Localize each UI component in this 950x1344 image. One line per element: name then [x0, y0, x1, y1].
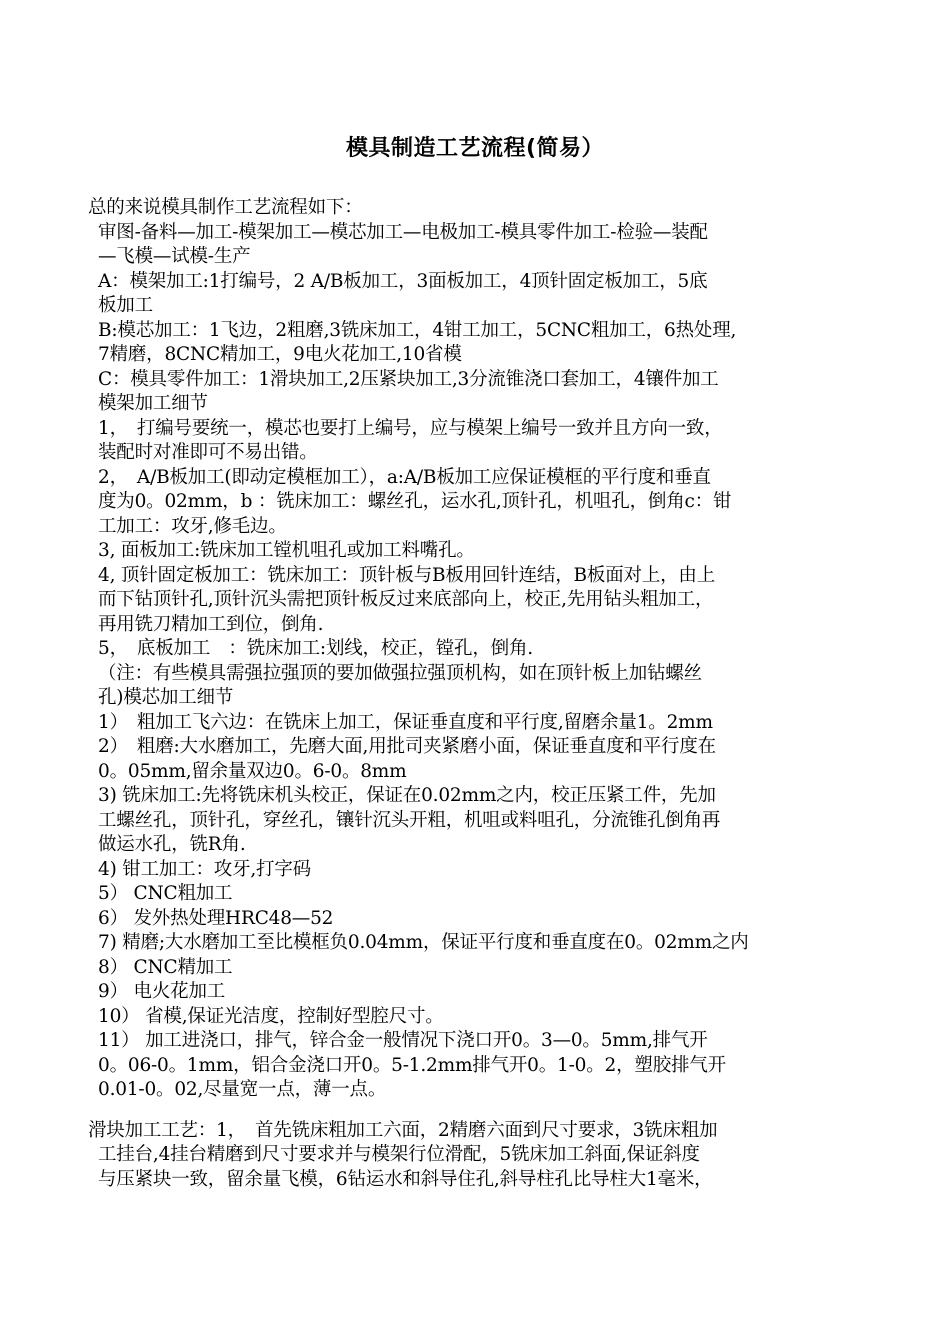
text-line: 1） 粗加工飞六边：在铣床上加工，保证垂直度和平行度,留磨余量1。2mm	[98, 711, 713, 733]
text-line: 5） CNC粗加工	[98, 883, 233, 904]
text-line: 总的来说模具制作工艺流程如下：	[88, 197, 363, 218]
slider-text-line: 与压紧块一致，留余量飞模，6钻运水和斜导住孔,斜导柱孔比导柱大1毫米，	[98, 1168, 713, 1190]
document-title: 模具制造工艺流程(简易）	[345, 136, 605, 161]
text-line: 孔)模芯加工细节	[98, 687, 234, 708]
text-line: 7) 精磨;大水磨加工至比模框负0.04mm，保证平行度和垂直度在0。02mm之内	[98, 932, 749, 953]
text-line: 0。06-0。1mm，铝合金浇口开0。5-1.2mm排气开0。1-0。2，塑胶排气开	[98, 1054, 726, 1076]
text-line: 4, 顶针固定板加工：铣床加工：顶针板与B板用回针连结，B板面对上，由上	[98, 564, 716, 586]
text-line: 11） 加工进浇口，排气，锌合金一般情况下浇口开0。3—0。5mm,排气开	[98, 1030, 708, 1051]
text-line: 2） 粗磨:大水磨加工，先磨大面,用批司夹紧磨小面，保证垂直度和平行度在	[98, 736, 716, 757]
text-line: 模架加工细节	[98, 393, 208, 414]
text-line: 装配时对准即可不易出错。	[98, 442, 318, 463]
text-line: 板加工	[98, 295, 153, 316]
paragraph-gap	[88, 1103, 878, 1119]
text-line: 而下钻顶针孔,顶针沉头需把顶针板反过来底部向上，校正,先用钻头粗加工，	[98, 589, 714, 610]
text-line: 1， 打编号要统一，模芯也要打上编号，应与模架上编号一致并且方向一致，	[98, 417, 723, 439]
text-line: 9） 电火花加工	[98, 981, 226, 1002]
text-line: 0.01-0。02,尽量宽一点，薄一点。	[98, 1079, 387, 1100]
text-line: （注：有些模具需强拉强顶的要加做强拉强顶机构，如在顶针板上加钻螺丝	[98, 662, 702, 684]
text-line: 7精磨，8CNC精加工，9电火花加工,10省模	[98, 344, 462, 365]
text-line: 3, 面板加工:铣床加工镗机咀孔或加工料嘴孔。	[98, 540, 475, 561]
text-line: 5， 底板加工 ：铣床加工:划线，校正，镗孔，倒角.	[98, 638, 533, 659]
text-line: —飞模—试模-生产	[98, 246, 251, 267]
text-line: 做运水孔，铣R角.	[98, 834, 246, 855]
text-line: 2， A/B板加工(即动定模框加工），a:A/B板加工应保证模框的平行度和垂直	[98, 466, 711, 488]
text-line: 0。05mm,留余量双边0。6-0。8mm	[98, 760, 407, 782]
text-line: B:模芯加工：1飞边，2粗磨,3铣床加工，4钳工加工，5CNC粗加工，6热处理,	[98, 319, 737, 341]
text-line: 4) 钳工加工：攻牙,打字码	[98, 858, 311, 880]
text-line: 10） 省模,保证光洁度，控制好型腔尺寸。	[98, 1005, 444, 1027]
text-line: 工加工：攻牙,修毛边。	[98, 515, 287, 537]
text-line: 再用铣刀精加工到位，倒角.	[98, 613, 324, 635]
text-line: 6） 发外热处理HRC48—52	[98, 907, 334, 929]
document-body	[88, 196, 878, 1192]
text-line: C：模具零件加工：1滑块加工,2压紧块加工,3分流锥浇口套加工，4镶件加工	[98, 368, 719, 390]
text-line: 度为0。02mm，b ：铣床加工：螺丝孔，运水孔,顶针孔，机咀孔，倒角c：钳	[98, 491, 732, 512]
text-line: 工螺丝孔，顶针孔，穿丝孔，镶针沉头开粗，机咀或料咀孔，分流锥孔倒角再	[98, 809, 721, 831]
slider-text-line: 滑块加工工艺：1， 首先铣床粗加工六面，2精磨六面到尺寸要求，3铣床粗加	[88, 1119, 718, 1141]
text-line: 审图-备料—加工-模架加工—模芯加工—电极加工-模具零件加工-检验—装配	[98, 221, 708, 243]
slider-text-line: 工挂台,4挂台精磨到尺寸要求并与模架行位滑配，5铣床加工斜面,保证斜度	[98, 1144, 700, 1165]
text-line: 3) 铣床加工:先将铣床机头校正，保证在0.02mm之内，校正压紧工件，先加	[98, 785, 716, 806]
text-line: A：模架加工:1打编号，2 A/B板加工，3面板加工，4顶针固定板加工，5底	[98, 270, 708, 292]
text-line: 8） CNC精加工	[98, 956, 233, 978]
